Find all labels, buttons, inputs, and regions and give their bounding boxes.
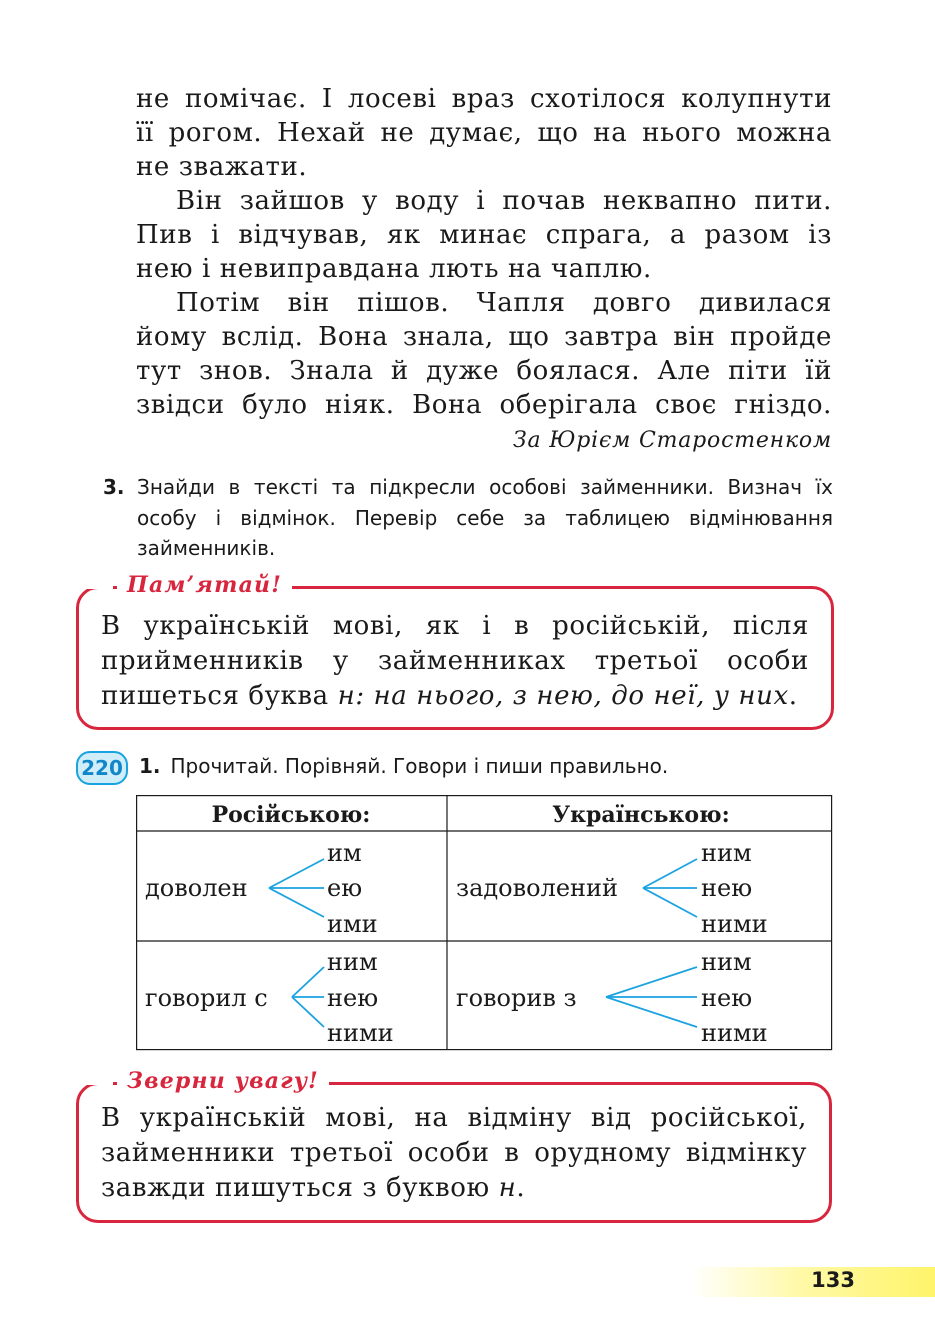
uk-form: ними xyxy=(701,910,768,938)
uk-form: ними xyxy=(701,1019,768,1047)
ru-word: говорил с xyxy=(145,984,268,1012)
rule-text: В українській мові, на відміну від російської, займенники третьої особи в орудному відмінку завжди пишуться з буквою xyxy=(101,1103,807,1203)
remember-text xyxy=(101,609,809,714)
comparison-table xyxy=(136,795,834,1057)
task-number: 3. xyxy=(103,475,125,499)
ru-word: доволен xyxy=(145,874,248,902)
uk-word: задоволений xyxy=(456,874,619,902)
rule-text: В українській мові, як і в російській, після прийменників у займенниках третьої особи пишеться буква xyxy=(101,611,809,711)
uk-form: нею xyxy=(701,874,753,902)
uk-form: ним xyxy=(701,839,752,867)
story-line: Потім він пішов. Чапля довго дивилася xyxy=(176,288,832,318)
ru-form: ею xyxy=(327,874,363,902)
header-russian: Російською: xyxy=(211,802,371,828)
ru-form: ними xyxy=(327,1019,394,1047)
branch-line xyxy=(292,967,324,997)
rule-end: . xyxy=(516,1173,526,1203)
remember-box xyxy=(76,572,834,730)
task-text: Прочитай. Порівняй. Говори і пиши правильно. xyxy=(170,754,669,778)
story-line: не зважати. xyxy=(136,152,308,182)
rule-examples: н: на нього, з нею, до неї, у них xyxy=(337,681,789,711)
uk-word: говорив з xyxy=(456,984,577,1012)
task-number: 1. xyxy=(139,754,161,778)
ru-form: нею xyxy=(327,984,379,1012)
rule-letter: н xyxy=(498,1173,517,1203)
task-text: Знайди в тексті та підкресли особові займенники. Визнач їх особу і відмінок. Перевір себе за таблицею відмінювання займенників. xyxy=(137,475,833,560)
exercise-task xyxy=(139,754,668,778)
ru-form: ним xyxy=(327,948,378,976)
story-line: її рогом. Нехай не думає, що на нього можна xyxy=(136,118,832,148)
story-line: не помічає. І лосеві враз схотілося колупнути xyxy=(136,84,832,114)
attention-title: Зверни увагу! xyxy=(117,1068,329,1094)
branch-line xyxy=(606,967,697,997)
uk-form: ним xyxy=(701,948,752,976)
story-line: звідси було ніяк. Вона оберігала своє гніздо. xyxy=(136,390,832,420)
branch-line xyxy=(292,997,324,1027)
author-credit: За Юрієм Старостенком xyxy=(513,428,832,453)
attention-box xyxy=(76,1068,832,1223)
story-text xyxy=(136,82,832,422)
page-number: 133 xyxy=(811,1268,855,1292)
branch-line xyxy=(606,997,697,1027)
story-line: Пив і відчував, як минає спрага, а разом із xyxy=(136,220,832,250)
rule-end: . xyxy=(788,681,798,711)
remember-title: Пам’ятай! xyxy=(117,572,292,598)
header-ukrainian: Українською: xyxy=(552,802,730,828)
uk-form: нею xyxy=(701,984,753,1012)
exercise-number-badge: 220 xyxy=(76,751,128,785)
branch-line xyxy=(269,888,324,917)
story-line: Він зайшов у воду і почав неквапно пити. xyxy=(176,186,832,216)
story-line: тут знов. Знала й дуже боялася. Але піти їй xyxy=(136,356,832,386)
branch-line xyxy=(269,859,324,888)
attention-text xyxy=(101,1101,807,1206)
branch-line xyxy=(643,859,697,888)
frame-gap xyxy=(79,1082,113,1085)
ru-form: им xyxy=(327,839,362,867)
task-3 xyxy=(103,472,833,564)
frame-gap xyxy=(79,586,113,589)
ru-form: ими xyxy=(327,910,378,938)
story-line: йому вслід. Вона знала, що завтра він пройде xyxy=(136,322,832,352)
story-line: нею і невиправдана лють на чаплю. xyxy=(136,254,652,284)
branch-line xyxy=(643,888,697,917)
